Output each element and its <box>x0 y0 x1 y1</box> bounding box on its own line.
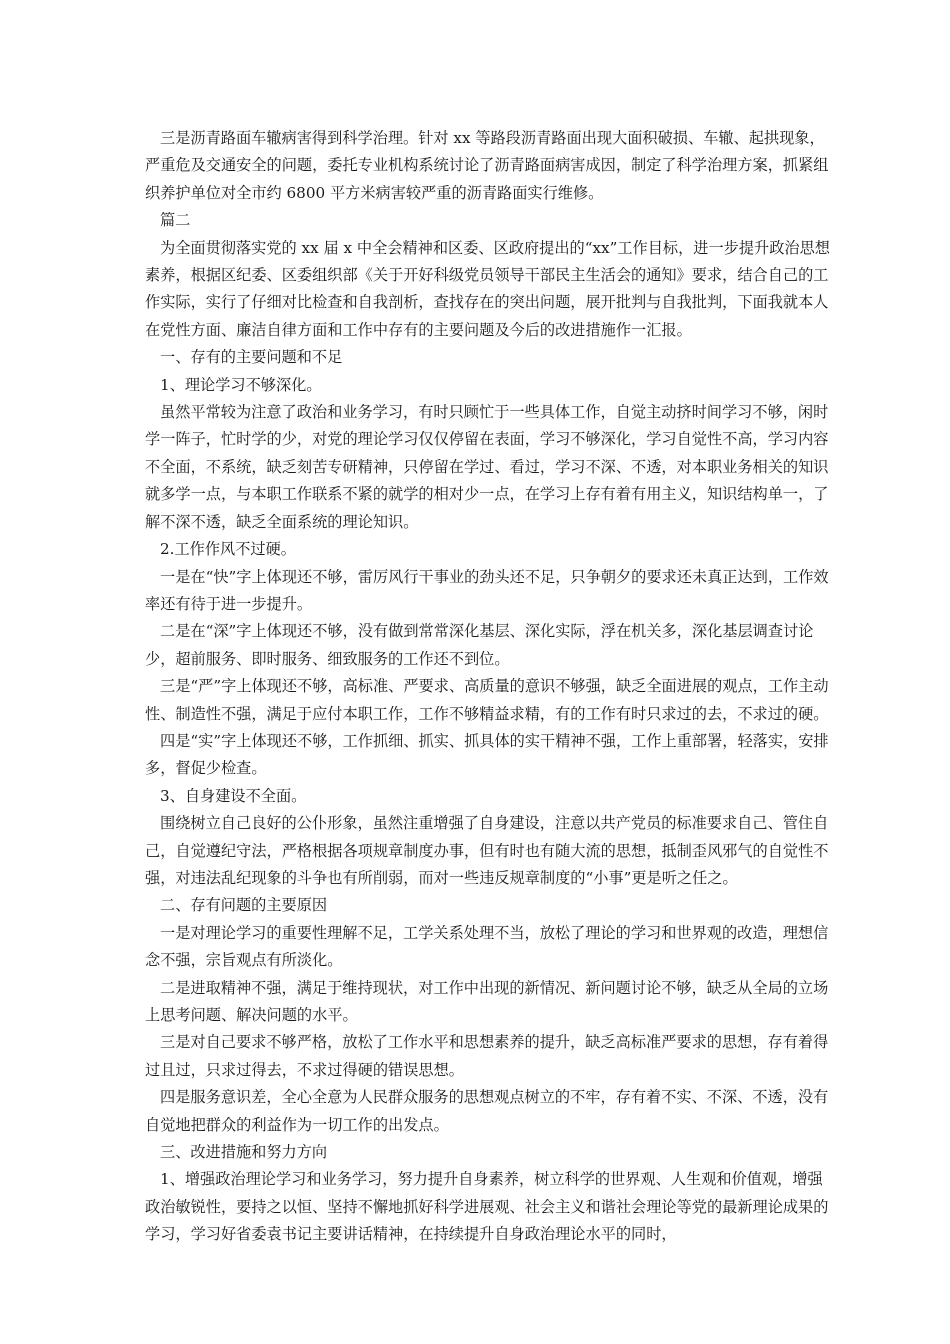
section-heading: 二、存有问题的主要原因 <box>160 896 328 915</box>
paragraph: 四是“实”字上体现还不够，工作抓细、抓实、抓具体的实干精神不强，工作上重部署，轻落实，安排多，督促少检查。 <box>145 731 829 778</box>
paragraph: 一是对理论学习的重要性理解不足，工学关系处理不当，放松了理论的学习和世界观的改造，理想信念不强，宗旨观点有所淡化。 <box>145 923 829 970</box>
paragraph: 二是进取精神不强，满足于维持现状，对工作中出现的新情况、新问题讨论不够，缺乏从全局的立场上思考问题、解决问题的水平。 <box>145 978 829 1024</box>
paragraph: 三是对自己要求不够严格，放松了工作水平和思想素养的提升，缺乏高标准严要求的思想，存有着得过且过，只求过得去，不求过得硬的错误思想。 <box>145 1033 829 1079</box>
paragraph: 1、增强政治理论学习和业务学习，努力提升自身素养，树立科学的世界观、人生观和价值观，增强政治敏锐性，要持之以恒、坚持不懈地抓好科学进展观、社会主义和谐社会理论等党的最新理论成果的学习，学习好省委袁书记主要讲话精神，在持续提升自身政治理论水平的同时， <box>145 1170 829 1244</box>
paragraph: 二是在“深”字上体现还不够，没有做到常常深化基层、深化实际，浮在机关多，深化基层调查讨论少，超前服务、即时服务、细致服务的工作还不到位。 <box>145 622 814 668</box>
section-heading: 三、改进措施和努力方向 <box>160 1143 328 1162</box>
paragraph: 为全面贯彻落实党的 xx 届 x 中全会精神和区委、区政府提出的“xx”工作目标，进一步提升政治思想素养，根据区纪委、区委组织部《关于开好科级党员领导干部民主生活会的通知》要求，结合自己的工作实际，实行了仔细对比检查和自我剖析，查找存在的突出问题，展开批判与自我批判，下面我就本人在党性方面、廉洁自律方面和工作中存有的主要问题及今后的改进措施作一汇报。 <box>145 238 830 339</box>
subsection-heading: 3、自身建设不全面。 <box>160 786 307 805</box>
paragraph: 一是在“快”字上体现还不够，雷厉风行干事业的劲头还不足，只争朝夕的要求还未真正达到，工作效率还有待于进一步提升。 <box>145 567 829 613</box>
paragraph: 虽然平常较为注意了政治和业务学习，有时只顾忙于一些具体工作，自觉主动挤时间学习不够，闲时学一阵子，忙时学的少，对党的理论学习仅仅停留在表面，学习不够深化，学习自觉性不高，学习内容不全面，不系统，缺乏刻苦专研精神，只停留在学过、看过，学习不深、不透，对本职业务相关的知识就多学一点，与本职工作联系不紧的就学的相对少一点，在学习上存有着有用主义，知识结构单一，了解不深不透，缺乏全面系统的理论知识。 <box>145 403 829 531</box>
section-heading: 篇二 <box>160 211 191 230</box>
paragraph: 四是服务意识差，全心全意为人民群众服务的思想观点树立的不牢，存有着不实、不深、不透，没有自觉地把群众的利益作为一切工作的出发点。 <box>145 1088 829 1134</box>
paragraph: 三是“严”字上体现还不够，高标准、严要求、高质量的意识不够强，缺乏全面进展的观点，工作主动性、制造性不强，满足于应付本职工作，工作不够精益求精，有的工作有时只求过的去，不求过的硬。 <box>145 677 829 723</box>
subsection-heading: 2.工作作风不过硬。 <box>160 540 296 559</box>
subsection-heading: 1、理论学习不够深化。 <box>160 375 322 394</box>
section-heading: 一、存有的主要问题和不足 <box>160 348 343 367</box>
paragraph: 三是沥青路面车辙病害得到科学治理。针对 xx 等路段沥青路面出现大面积破损、车辙、起拱现象，严重危及交通安全的问题，委托专业机构系统讨论了沥青路面病害成因，制定了科学治理方案，抓紧组织养护单位对全市约 6800 平方米病害较严重的沥青路面实行维修。 <box>145 129 829 202</box>
paragraph: 围绕树立自己良好的公仆形象，虽然注重增强了自身建设，注意以共产党员的标准要求自己、管住自己，自觉遵纪守法，严格根据各项规章制度办事，但有时也有随大流的思想，抵制歪风邪气的自觉性不强，对违法乱纪现象的斗争也有所削弱，而对一些违反规章制度的“小事”更是听之任之。 <box>145 814 829 887</box>
document-page <box>145 125 833 1249</box>
